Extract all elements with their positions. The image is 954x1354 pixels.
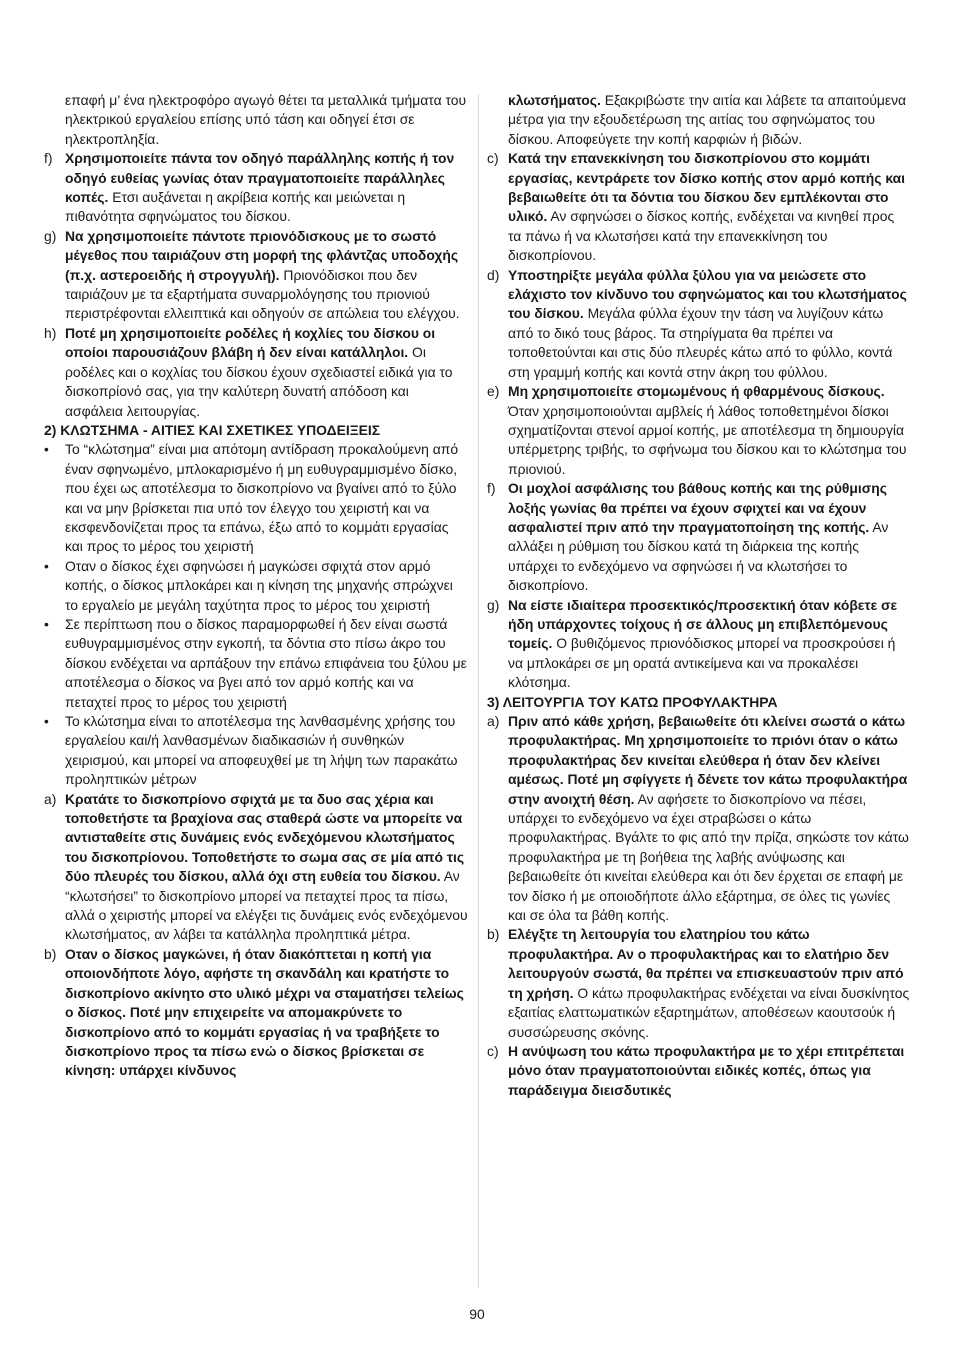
item-d — [487, 266, 911, 382]
item-b — [487, 925, 911, 1041]
item-bold-text: Οι μοχλοί ασφάλισης του βάθους κοπής και της ρύθμισης λοξής γωνίας θα πρέπει να έχουν σφιχτεί και να έχουν ασφαλιστεί πριν από την πραγματοποίηση της κοπής. — [508, 480, 887, 535]
item-text: Πριονόδισκοι που δεν ταιριάζουν με τα εξαρτήματα συναρμολόγησης του πριονιού περιστρέφονται ελλειπτικά και οδηγούν σε απώλεια του ελέγχου. — [65, 266, 460, 322]
item-b-continuation — [487, 91, 911, 149]
item-text: Αν “κλωτσήσει” το δισκοπρίονο μπορεί να πεταχτεί προς τα πίσω, αλλά ο χειριστής μπορεί να ελέγξει τις δυνάμεις ενός ενδεχόμενου κλωτσήματος, αν λάβει τα κατάλληλα προληπτικά μέτρα. — [65, 868, 468, 943]
item-marker: b) — [44, 945, 57, 962]
bullet-icon: • — [44, 557, 49, 574]
item-e — [487, 382, 911, 479]
section-heading-kickback: 2) ΚΛΩΤΣΗΜΑ - ΑΙΤΙΕΣ ΚΑΙ ΣΧΕΤΙΚΕΣ ΥΠΟΔΕΙΞΕΙΣ — [44, 421, 381, 438]
item-marker: a) — [487, 713, 500, 729]
right-column — [487, 91, 911, 1100]
bullet-item — [44, 557, 468, 615]
item-bold-text: Χρησιμοποιείτε πάντα τον οδηγό παράλληλης κοπής ή τον οδηγό ευθείας γωνίας όταν πραγματοποιείτε παράλληλες κοπές. — [65, 150, 455, 206]
item-marker: e) — [487, 383, 500, 400]
bullet-text: Σε περίπτωση που ο δίσκος παραμορφωθεί ή δεν είναι σωστά ευθυγραμμισμένος στην εγκοπή, τα δόντια στο πίσω άκρο του δίσκου ενδέχεται να αρπάξουν την επάνω επιφάνεια του ξύλου με αποτέλεσμα ο δίσκος να βγει από τον αρμό κοπής και να πεταχτεί προς το μέρος του χειριστή — [65, 615, 467, 710]
item-bold-text: Υποστηρίξτε μεγάλα φύλλα ξύλου για να μειώσετε στο ελάχιστο τον κίνδυνο του σφηνώματος και του κλωτσήματος του δίσκου. — [508, 266, 907, 322]
item-bold-text: Ελέγξτε τη λειτουργία του ελατηρίου του κάτω προφυλακτήρα. Αν ο προφυλακτήρας και το ελατήριο δεν λειτουργούν σωστά, θα πρέπει να επισκευαστούν πριν από τη χρήση. — [508, 926, 904, 1001]
item-marker: d) — [487, 266, 500, 283]
item-c — [487, 149, 911, 265]
page-number: 90 — [469, 1306, 485, 1322]
bullet-text: Το κλώτσημα είναι το αποτέλεσμα της λανθασμένης χρήσης του εργαλείου και/ή λανθασμένων διαδικασιών ή συνθηκών χειρισμού, και μπορεί να αποφευχθεί με τη λήψη των παρακάτω προληπτικών μέτρων — [65, 713, 458, 788]
item-text: Ο βυθιζόμενος πριονόδισκος μπορεί να προσκρούσει ή να μπλοκάρει σε μη ορατά αντικείμενα και να προκαλέσει κλότσημα. — [508, 635, 896, 691]
section-heading-lower-guard: 3) ΛΕΙΤΟΥΡΓΙΑ ΤΟΥ ΚΑΤΩ ΠΡΟΦΥΛΑΚΤΗΡΑ — [487, 693, 778, 710]
item-text: Οι ροδέλες και ο κοχλίας του δίσκου έχουν σχεδιαστεί ειδικά για το δισκοπρίονό σας, για την καλύτερη δυνατή απόδοση και ασφάλεια λειτουργίας. — [65, 344, 453, 419]
item-text: Αν αφήσετε το δισκοπρίονο να πέσει, υπάρχει το ενδεχόμενο να έχει στραβώσει ο κάτω προφυλακτήρας. Βγάλτε το φις από την πρίζα, σηκώστε τον κάτω προφυλακτήρα με τη βοήθεια της λαβής ανύψωσης και βεβαιωθείτε ότι κινείται ελεύθερα και ότι δεν έρχεται σε επαφή με τον δίσκο ή με οποιοδήποτε άλλο εξάρτημα, σε όλες τις γωνίες και σε όλα τα βάθη κοπής. — [508, 790, 909, 924]
item-marker: b) — [487, 926, 500, 943]
item-bold-text: κλωτσήματος. — [508, 92, 601, 108]
bullet-item — [44, 615, 468, 712]
bullet-text: Το “κλώτσημα” είναι μια απότομη αντίδραση προκαλούμενη από έναν σφηνωμένο, μπλοκαρισμένο ή μη ευθυγραμμισμένο δίσκο, που έχει ως αποτέλεσμα το δισκοπρίονο να βγαίνει από το ξύλο και να μην βρίσκεται πια υπό τον έλεγχο του χειριστή και να εκσφενδονίζεται προς τα επάνω, έξω από το κομμάτι εργασίας και προς το μέρος του χειριστή — [65, 441, 459, 555]
column-divider — [478, 94, 479, 1288]
item-text: Ετσι αυξάνεται η ακρίβεια κοπής και μειώνεται η πιθανότητα σφηνώματος του δίσκου. — [65, 189, 406, 225]
bullet-icon: • — [44, 713, 49, 729]
item-text: Εξακριβώστε την αιτία και λάβετε τα απαιτούμενα μέτρα για την εξουδετέρωση της αιτίας του σφηνώματος του δίσκου. Αποφεύγετε την κοπή καρφιών ή βιδών. — [508, 92, 907, 147]
item-c — [487, 1042, 911, 1100]
item-g — [487, 596, 911, 693]
item-marker: c) — [487, 150, 499, 167]
item-text: Αν αλλάξει η ρύθμιση του δίσκου κατά τη διάρκεια της κοπής υπάρχει το ενδεχόμενο να σφηνώσει ή να κλωτσήσει το δισκοπρίονο. — [508, 518, 889, 594]
item-bold-text: Να είστε ιδιαίτερα προσεκτικός/προσεκτική όταν κόβετε σε ήδη υπάρχοντες τοίχους ή σε άλλους μη επιβλεπόμενους τομείς. — [508, 596, 898, 652]
item-marker: a) — [44, 790, 57, 807]
item-marker: g) — [487, 596, 500, 613]
bullet-item — [44, 440, 468, 556]
item-text: Ο κάτω προφυλακτήρας ενδέχεται να είναι δυσκίνητος εξαιτίας ελαττωματικών εξαρτημάτων, αποθέσεων καουτσούκ ή συσσώρευσης σκόνης. — [508, 984, 910, 1040]
item-text: Αν σφηνώσει ο δίσκος κοπής, ενδέχεται να κινηθεί προς τα πάνω ή να κλωτσήσει κατά την επανεκκίνηση του δισκοπρίονου. — [508, 208, 895, 264]
bullet-icon: • — [44, 615, 49, 632]
item-text: Όταν χρησιμοποιούνται αμβλείς ή λάθος τοποθετημένοι δίσκοι σχηματίζονται στενοί αρμοί κοπής, με αποτέλεσμα τη δημιουργία υπέρμετρης τριβής, το σφήνωμα του δίσκου και το κλώτσημα του πριονιού. — [508, 402, 907, 477]
left-column — [44, 91, 468, 1081]
bullet-item — [44, 712, 468, 790]
bullet-text: Οταν ο δίσκος έχει σφηνώσει ή μαγκώσει σφιχτά στον αρμό κοπής, ο δίσκος μπλοκάρει και η κίνηση της μηχανής σπρώχνει το εργαλείο με μεγάλη ταχύτητα προς το μέρος του χειριστή — [65, 557, 453, 613]
intro-paragraph: επαφή μ’ ένα ηλεκτροφόρο αγωγό θέτει τα μεταλλικά τμήματα του ηλεκτρικού εργαλείου επίσης υπό τάση και οδηγεί έτσι σε ηλεκτροπληξία. — [65, 92, 467, 147]
item-marker: g) — [44, 227, 57, 244]
item-marker: f) — [44, 150, 53, 167]
item-bold-text: Πριν από κάθε χρήση, βεβαιωθείτε ότι κλείνει σωστά ο κάτω προφυλακτήρας. Μη χρησιμοποιείτε το πριόνι όταν ο κάτω προφυλακτήρας δεν κινείται ελεύθερα ή όταν δεν κλείνει αμέσως. Ποτέ μη σφίγγετε ή δένετε τον κάτω προφυλακτήρα στην ανοιχτή θέση. — [508, 713, 908, 807]
bullet-icon: • — [44, 441, 49, 458]
item-marker: f) — [487, 480, 496, 497]
item-f — [487, 479, 911, 595]
item-bold-text: Οταν ο δίσκος μαγκώνει, ή όταν διακόπτεται η κοπή για οποιονδήποτε λόγο, αφήστε τη σκανδάλη και κρατήστε το δισκοπρίονο ακίνητο στο υλικό μέχρι να σταματήσει τελείως ο δίσκος. Ποτέ μην επιχειρείτε να απομακρύνετε το δισκοπρίονο από το κομμάτι εργασίας ή να τραβήξετε το δισκοπρίονο προς τα πίσω ενώ ο δίσκος βρίσκεται σε κίνηση: υπάρχει κίνδυνος — [65, 945, 464, 1079]
item-f — [44, 149, 468, 227]
item-g — [44, 227, 468, 324]
item-marker: h) — [44, 324, 57, 341]
item-bold-text: Μη χρησιμοποιείτε στομωμένους ή φθαρμένους δίσκους. — [508, 383, 885, 400]
item-a — [487, 712, 911, 925]
item-h — [44, 324, 468, 421]
item-text: Μεγάλα φύλλα έχουν την τάση να λυγίζουν κάτω από το δικό τους βάρος. Τα στηρίγματα θα πρέπει να τοποθετούνται και στις δύο πλευρές κάτω από το φύλλο, κοντά στη γραμμή κοπής και κοντά στην άκρη του φύλλου. — [508, 305, 893, 380]
item-bold-text: Να χρησιμοποιείτε πάντοτε πριονόδισκους με το σωστό μέγεθος που ταιριάζουν στη μορφή της φλάντζας υποδοχής (π.χ. αστεροειδής ή στρογγυλή). — [65, 227, 459, 283]
item-a — [44, 790, 468, 945]
item-bold-text: Ποτέ μη χρησιμοποιείτε ροδέλες ή κοχλίες του δίσκου οι οποίοι παρουσιάζουν βλάβη ή δεν είναι κατάλληλοι. — [65, 324, 436, 361]
item-bold-text: Κρατάτε το δισκοπρίονο σφιχτά με τα δυο σας χέρια και τοποθετήστε τα βραχίονα σας σταθερά ώστε να μπορείτε να αντισταθείτε στις δυνάμεις ενός ενδεχόμενου κλωτσήματος του δισκοπρίονου. Τοποθετήστε το σωμα σας σε μία από τις δύο πλευρές του δίσκου, αλλά όχι στη ευθεία του δίσκου. — [65, 790, 465, 885]
item-b — [44, 945, 468, 1081]
item-bold-text: Η ανύψωση του κάτω προφυλακτήρα με το χέρι επιτρέπεται μόνο όταν πραγματοποιούνται ειδικές κοπές, όπως για παράδειγμα διεισδυτικές — [508, 1042, 905, 1098]
item-marker: c) — [487, 1042, 499, 1059]
item-bold-text: Κατά την επανεκκίνηση του δισκοπρίονου στο κομμάτι εργασίας, κεντράρετε τον δίσκο κοπής στον αρμό κοπής και βεβαιωθείτε ότι τα δόντια του δίσκου δεν εμπλέκονται στο υλικό. — [508, 150, 906, 225]
